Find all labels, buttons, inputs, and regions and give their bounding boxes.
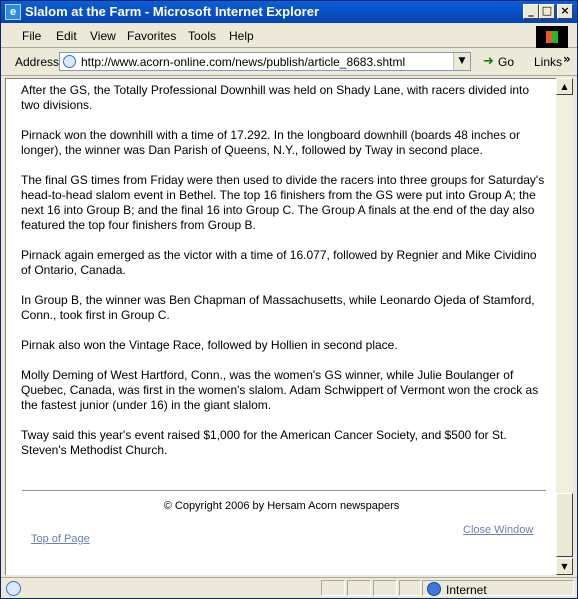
menu-view[interactable]: View [90,29,116,43]
scroll-down-icon[interactable]: ▼ [556,558,573,575]
security-zone: Internet [446,583,487,597]
top-of-page-link[interactable]: Top of Page [31,533,90,545]
status-bar [1,577,577,599]
menu-favorites[interactable]: Favorites [127,29,177,43]
article-paragraph: Pirnack again emerged as the victor with a time of 16.077, followed by Regnier and Mike Cividino of Ontario, Canada. [21,248,537,277]
address-bar [1,49,577,76]
maximize-button[interactable]: □ [539,4,555,19]
menu-file[interactable]: File [22,29,42,43]
page-icon [63,55,76,68]
links-button[interactable]: Links [534,55,563,69]
article-paragraph: After the GS, the Totally Professional Downhill was held on Shady Lane, with racers divided into two divisions. [21,83,530,112]
title-bar[interactable] [1,1,577,23]
chevron-right-icon[interactable]: » [563,52,571,66]
window-title: Slalom at the Farm - Microsoft Internet Explorer [25,4,319,19]
status-segment [373,580,397,596]
address-input[interactable] [59,52,471,71]
menu-edit[interactable]: Edit [56,29,77,43]
vertical-scrollbar[interactable] [556,78,573,575]
go-arrow-icon: ➜ [483,54,494,69]
windows-logo-icon [536,26,568,48]
article-paragraph: Pirnack won the downhill with a time of 17.292. In the longboard downhill (boards 48 inches or longer), the winner was Dan Parish of Queens, N.Y., followed by Tway in second place. [21,128,520,157]
footer-divider [22,490,546,491]
go-button[interactable] [479,53,519,71]
minimize-button[interactable]: _ [523,4,539,19]
menu-help[interactable]: Help [229,29,254,43]
article-paragraph: Pirnak also won the Vintage Race, followed by Hollien in second place. [21,338,398,352]
article-paragraph: In Group B, the winner was Ben Chapman of Massachusetts, while Leonardo Ojeda of Stamford, Conn., took first in Group C. [21,293,535,322]
article-paragraph: Molly Deming of West Hartford, Conn., was the women's GS winner, while Julie Boulanger of Quebec, Canada, was first in the women's slalom. Adam Schwippert of Vermont won the crock as the fastest junior (under 16) in the giant slalom. [21,368,539,412]
article-paragraph: The final GS times from Friday were then used to divide the racers into three groups for Saturday's head-to-head slalom event in Bethel. The top 16 finishers from the GS were put into Group A; the next 16 into Group B; and the final 16 into Group C. The Group A finals at the end of the day also featured the top four finishers from Group B. [21,173,545,232]
status-segment [399,580,421,596]
globe-icon [427,582,441,596]
article-paragraph: Tway said this year's event raised $1,000 for the American Cancer Society, and $500 for St. Steven's Methodist Church. [21,428,507,457]
article-body [21,83,547,473]
address-url[interactable]: http://www.acorn-online.com/news/publish/article_8683.shtml [81,55,406,69]
copyright-text: © Copyright 2006 by Hersam Acorn newspapers [163,500,400,512]
address-dropdown-icon[interactable]: ▼ [453,53,470,70]
close-window-link[interactable]: Close Window [463,524,534,536]
go-label: Go [498,55,515,69]
scroll-thumb[interactable] [556,493,573,557]
page-done-icon [6,581,21,596]
status-segment [347,580,371,596]
menu-tools[interactable]: Tools [188,29,217,43]
close-button[interactable]: × [557,4,573,19]
ie-logo-icon: e [5,4,21,20]
address-label: Address [15,55,60,69]
page-viewport [5,78,556,575]
status-segment [321,580,345,596]
scroll-up-icon[interactable]: ▲ [556,78,573,95]
menu-bar [1,25,577,48]
zone-segment [422,580,574,596]
